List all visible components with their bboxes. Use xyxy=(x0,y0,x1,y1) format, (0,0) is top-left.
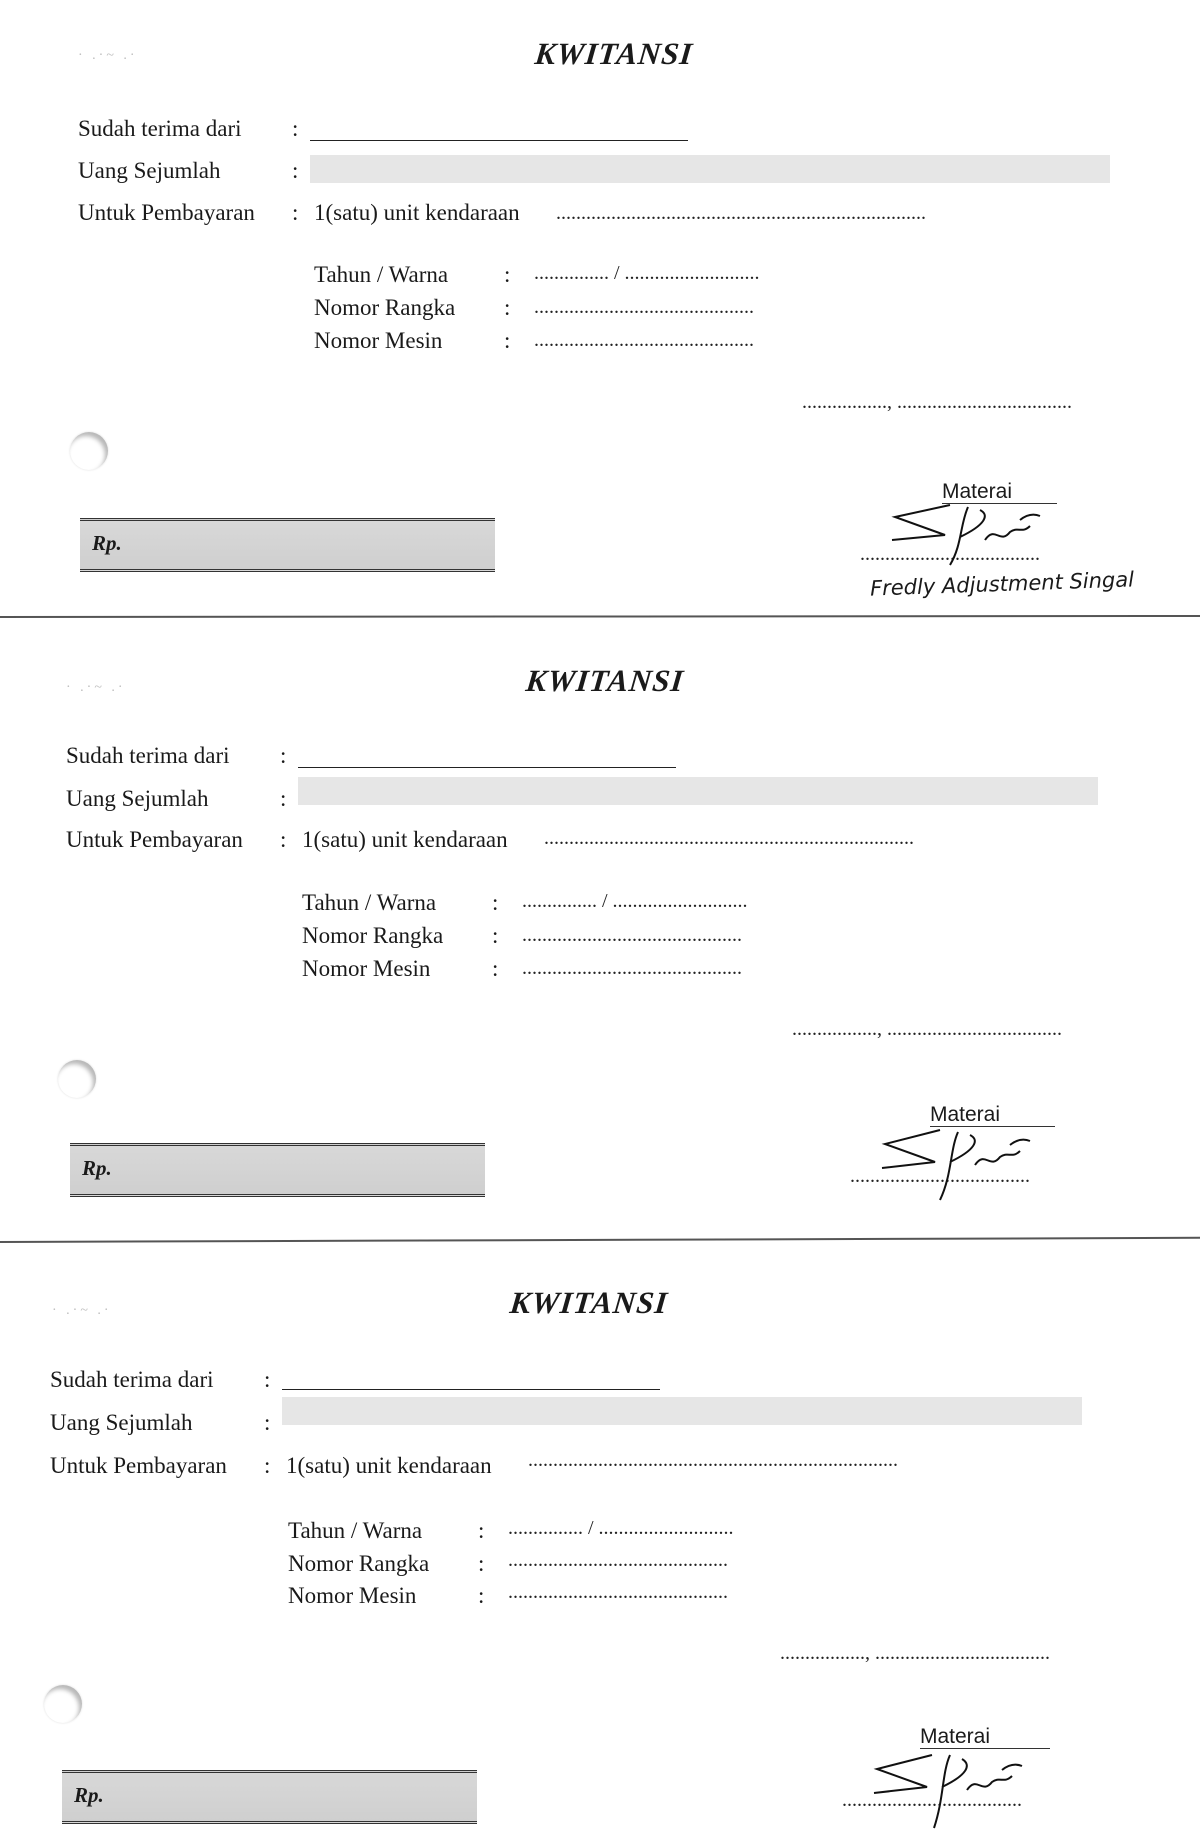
signature-mark xyxy=(880,1120,1050,1210)
payment-dots: .......................................................................... xyxy=(556,202,926,224)
amount-total-box[interactable] xyxy=(80,518,495,572)
received-from-label: Sudah terima dari xyxy=(78,116,242,141)
payment-label: Untuk Pembayaran xyxy=(66,827,243,852)
engine-label: Nomor Mesin xyxy=(288,1583,417,1608)
year-color-field[interactable]: ............... / ........................... xyxy=(508,1517,734,1539)
colon: : xyxy=(264,1367,271,1392)
colon: : xyxy=(280,743,287,768)
received-from-field[interactable] xyxy=(282,1389,660,1390)
stamp-label: Materai xyxy=(930,1103,1001,1126)
year-color-label: Tahun / Warna xyxy=(288,1518,423,1543)
receipt-title: KWITANSI xyxy=(533,36,695,71)
currency-label: Rp. xyxy=(74,1783,104,1807)
tear-line xyxy=(0,615,1200,618)
payment-dots: .......................................................................... xyxy=(544,827,914,849)
colon: : xyxy=(264,1410,271,1435)
colon: : xyxy=(504,295,511,320)
engine-field[interactable]: ............................................ xyxy=(534,329,754,351)
colon: : xyxy=(264,1453,271,1478)
paper-smudge: · .·~ .· xyxy=(52,1303,112,1318)
receipt-title: KWITANSI xyxy=(524,663,686,698)
year-color-field[interactable]: ............... / ........................... xyxy=(522,890,748,912)
colon: : xyxy=(292,116,299,141)
year-color-label: Tahun / Warna xyxy=(302,890,437,915)
colon: : xyxy=(478,1583,485,1608)
paper-smudge: · .·~ .· xyxy=(66,680,126,695)
year-color-label: Tahun / Warna xyxy=(314,262,449,287)
engine-label: Nomor Mesin xyxy=(302,956,431,981)
receipt-title: KWITANSI xyxy=(508,1285,670,1320)
place-date-field[interactable]: ................., ................................... xyxy=(792,1018,1062,1040)
receipt-2 xyxy=(0,625,1200,1225)
payment-value: 1(satu) unit kendaraan xyxy=(302,827,508,852)
signature-line: .................................... xyxy=(850,1165,1030,1187)
chassis-label: Nomor Rangka xyxy=(314,295,456,320)
engine-field[interactable]: ............................................ xyxy=(508,1581,728,1603)
amount-label: Uang Sejumlah xyxy=(78,158,221,183)
colon: : xyxy=(492,890,499,915)
colon: : xyxy=(504,328,511,353)
amount-label: Uang Sejumlah xyxy=(66,786,209,811)
paper-smudge: · .·~ .· xyxy=(78,48,138,63)
colon: : xyxy=(292,158,299,183)
amount-field[interactable] xyxy=(282,1397,1082,1425)
colon: : xyxy=(492,923,499,948)
amount-total-box[interactable] xyxy=(62,1770,477,1824)
signer-name: Fredly Adjustment Singal xyxy=(869,567,1135,601)
receipt-1 xyxy=(0,0,1200,612)
stamp-label: Materai xyxy=(942,480,1013,503)
amount-label: Uang Sejumlah xyxy=(50,1410,193,1435)
received-from-field[interactable] xyxy=(310,140,688,141)
chassis-field[interactable]: ............................................ xyxy=(508,1549,728,1571)
signature-line: .................................... xyxy=(860,543,1040,565)
payment-dots: .......................................................................... xyxy=(528,1449,898,1471)
payment-label: Untuk Pembayaran xyxy=(50,1453,227,1478)
received-from-label: Sudah terima dari xyxy=(50,1367,214,1392)
chassis-label: Nomor Rangka xyxy=(288,1551,430,1576)
currency-label: Rp. xyxy=(92,531,122,555)
colon: : xyxy=(292,200,299,225)
place-date-field[interactable]: ................., ................................... xyxy=(802,391,1072,413)
colon: : xyxy=(280,827,287,852)
signature-mark xyxy=(872,1743,1042,1833)
currency-label: Rp. xyxy=(82,1156,112,1180)
amount-total-box[interactable] xyxy=(70,1143,485,1197)
colon: : xyxy=(492,956,499,981)
received-from-label: Sudah terima dari xyxy=(66,743,230,768)
amount-field[interactable] xyxy=(298,777,1098,805)
received-from-field[interactable] xyxy=(298,767,676,768)
chassis-label: Nomor Rangka xyxy=(302,923,444,948)
colon: : xyxy=(280,786,287,811)
colon: : xyxy=(478,1551,485,1576)
receipt-3 xyxy=(0,1255,1200,1835)
payment-label: Untuk Pembayaran xyxy=(78,200,255,225)
engine-label: Nomor Mesin xyxy=(314,328,443,353)
chassis-field[interactable]: ............................................ xyxy=(522,924,742,946)
colon: : xyxy=(504,262,511,287)
punch-hole xyxy=(70,432,108,470)
chassis-field[interactable]: ............................................ xyxy=(534,296,754,318)
colon: : xyxy=(478,1518,485,1543)
tear-line xyxy=(0,1237,1200,1243)
payment-value: 1(satu) unit kendaraan xyxy=(314,200,520,225)
payment-value: 1(satu) unit kendaraan xyxy=(286,1453,492,1478)
place-date-field[interactable]: ................., ................................... xyxy=(780,1642,1050,1664)
engine-field[interactable]: ............................................ xyxy=(522,957,742,979)
amount-field[interactable] xyxy=(310,155,1110,183)
punch-hole xyxy=(44,1685,82,1723)
signature-line: .................................... xyxy=(842,1789,1022,1811)
year-color-field[interactable]: ............... / ........................... xyxy=(534,262,760,284)
punch-hole xyxy=(58,1060,96,1098)
signature-mark xyxy=(890,495,1060,575)
stamp-label: Materai xyxy=(920,1725,991,1748)
